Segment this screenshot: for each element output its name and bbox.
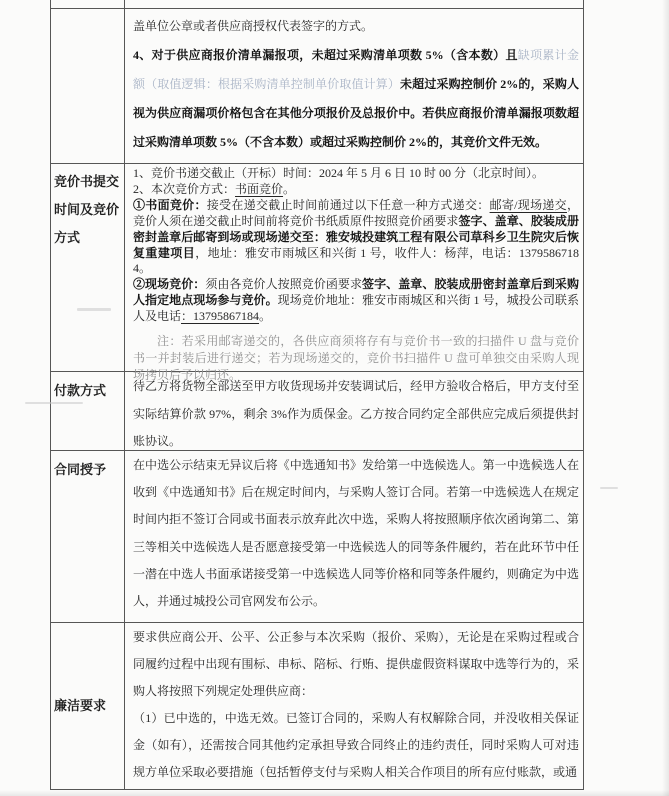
row-content-bid-submission xyxy=(133,166,579,384)
clause-signature-method: 盖单位公章或者供应商授权代表签字的方式。 xyxy=(133,19,374,33)
row-content-integrity xyxy=(133,624,579,786)
scan-artifact-dash xyxy=(77,308,111,311)
table-border-right xyxy=(583,0,584,790)
table-row-divider-submission xyxy=(50,163,584,164)
row-label-bid-submission: 竞价书提交时间及竞价方式 xyxy=(54,174,120,245)
scan-edge-shadow-bottom xyxy=(0,790,669,796)
clause-submission-deadline: 1、竞价书递交截止（开标）时间：2024 年 5 月 6 日 10 时 00 分（北京时间）。 xyxy=(133,166,545,180)
note-usb-submission: 注：若采用邮寄递交的，各供应商须将存有与竞价书一致的扫描件 U 盘与竞价书一并封装后进行递交；若为现场递交的，竞价书扫描件 U 盘可单独交由采购人现场拷贝后予以归还。 xyxy=(133,334,579,383)
clause-onsite-bidding: ②现场竞价：须由各竞价人按照竞价函要求签字、盖章、胶装成册密封盖章后到采购人指定地点现场参与竞价。现场竞价地址：雅安市雨城区和兴街 1 号，城投公司联系人及电话：13795867184。 xyxy=(133,277,579,324)
clause-payment-terms: 待乙方将货物全部送至甲方收货现场并安装调试后，经甲方验收合格后，甲方支付至实际结算价款 97%，剩余 3%作为质保金。乙方按合同约定全部供应完成后须提供封账协议。 xyxy=(133,379,579,448)
clause-integrity-item1: （1）已中选的，中选无效。已签订合同的，采购人有权解除合同，并没收相关保证金（如有），还需按合同其他约定承担导致合同终止的违约责任，同时采购人可对违规方单位采取必要措施（包括暂停支付与采购人相关合作项目的所有应付账款，或通 xyxy=(133,711,579,779)
scan-artifact-dash xyxy=(25,402,83,404)
clause-integrity-intro: 要求供应商公开、公平、公正参与本次采购（报价、采购），无论是在采购过程或合同履约过程中出现有围标、串标、陪标、行贿、提供虚假资料谋取中选等行为的，采购人将按照下列规定处理供应商： xyxy=(133,630,579,698)
row-label-contract-award: 合同授予 xyxy=(54,462,107,477)
row-content-contract-award xyxy=(133,452,579,615)
clause-written-bidding: ①书面竞价：接受在递交截止时间前通过以下任意一种方式递交：邮寄/现场递交，竞价人须在递交截止时间前将竞价书纸质原件按照竞价函要求签字、盖章、胶装成册密封盖章后邮寄到场或现场递交至：雅安城投建筑工程有限公司草科乡卫生院灾后恢复重建项目，地址：雅安市雨城区和兴街 1 号，收件人：杨萍，电话：13795867184。 xyxy=(133,197,579,276)
row-content-payment-method xyxy=(133,373,579,456)
table-column-divider xyxy=(124,0,125,790)
clause-omitted-items-rule: 4、对于供应商报价清单漏报项，未超过采购清单项数 5%（含本数）且缺项累计金额（取值逻辑：根据采购清单控制单价取值计算）未超过采购控制价 2%的，采购人视为供应商漏项价格包含在其他分项报价及总报价中。若供应商报价清单漏报项数超过采购清单项数 5%（不含本数）或超过采购控制价 2%的，其竞价文件无效。 xyxy=(133,48,579,149)
scan-edge-shadow-right xyxy=(662,0,669,796)
row-label-payment-method: 付款方式 xyxy=(54,383,107,398)
clause-contract-award: 在中选公示结束无异议后将《中选通知书》发给第一中选候选人。第一中选候选人在收到《中选通知书》后在规定时间内，与采购人签订合同。若第一中选候选人在规定时间内拒不签订合同或书面表示放弃此次中选，采购人将按照顺序依次函询第二、第三等相关中选候选人是否愿意接受第一中选候选人的同等条件履约，若在此环节中任一潜在中选人书面承诺接受第一中选候选人同等价格和同等条件履约，则确定为中选人，并通过城投公司官网发布公示。 xyxy=(133,458,579,609)
table-row-divider-integrity xyxy=(50,622,584,623)
table-row-divider-top xyxy=(50,8,584,9)
row-content-continuation xyxy=(133,12,579,157)
row-label-integrity: 廉洁要求 xyxy=(54,697,107,713)
clause-bidding-method: 2、本次竞价方式：书面竞价。 xyxy=(133,181,296,196)
table-border-left xyxy=(50,0,51,790)
scan-artifact-dash xyxy=(600,487,618,489)
